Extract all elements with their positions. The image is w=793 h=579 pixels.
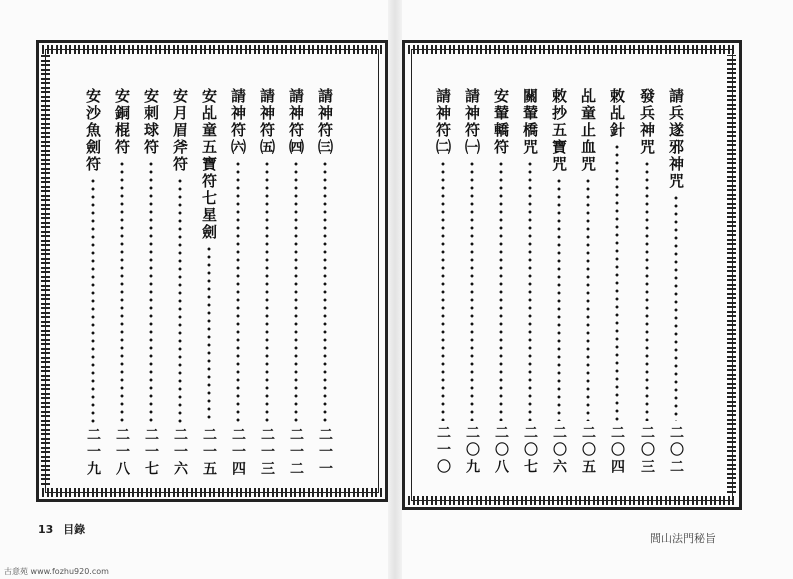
toc-entry-page: 二一九: [85, 427, 101, 478]
toc-entry[interactable]: [637, 88, 657, 476]
toc-entry[interactable]: [549, 88, 569, 476]
toc-entry[interactable]: [491, 88, 511, 476]
toc-entry[interactable]: [578, 88, 598, 476]
toc-entry-page: 二一三: [259, 427, 275, 478]
left-top-meander: [42, 45, 382, 54]
toc-entry-title: 請神符㈢: [316, 88, 334, 156]
toc-leader-dots: [586, 177, 590, 421]
toc-leader-dots: [470, 160, 474, 421]
watermark: 古意苑 www.fozhu920.com: [4, 567, 109, 576]
toc-leader-dots: [441, 160, 445, 421]
toc-entry-title: 乩童止血咒: [579, 88, 597, 173]
toc-entry[interactable]: [433, 88, 453, 476]
toc-entry-title: 安輦轎符: [492, 88, 510, 156]
toc-entry-page: 二一八: [114, 427, 130, 478]
section-label: 目錄: [63, 523, 86, 536]
toc-entry-title: 請神符㈤: [258, 88, 276, 156]
toc-entry-title: 關輦橋咒: [521, 88, 539, 156]
toc-entry-title: 請神符㈠: [463, 88, 481, 156]
toc-entry[interactable]: [315, 88, 335, 478]
toc-entry[interactable]: [607, 88, 627, 476]
toc-entry-title: 請神符㈣: [287, 88, 305, 156]
toc-leader-dots: [528, 160, 532, 421]
toc-entry-page: 二〇二: [668, 425, 684, 476]
right-bottom-meander: [408, 496, 736, 505]
toc-entry-page: 二〇四: [609, 425, 625, 476]
toc-entry[interactable]: [462, 88, 482, 476]
toc-leader-dots: [557, 177, 561, 421]
toc-leader-dots: [178, 177, 182, 423]
toc-entry-title: 安乩童五寶符七星劍: [200, 88, 218, 241]
toc-entry[interactable]: [83, 88, 103, 478]
toc-leader-dots: [323, 160, 327, 423]
toc-leader-dots: [499, 160, 503, 421]
page-number: 13: [38, 523, 54, 536]
toc-entry[interactable]: [112, 88, 132, 478]
toc-leader-dots: [615, 143, 619, 421]
toc-entry-title: 安銅棍符: [113, 88, 131, 156]
toc-entry-page: 二一〇: [435, 425, 451, 476]
toc-leader-dots: [645, 160, 649, 421]
toc-entry-title: 敕抄五寶咒: [550, 88, 568, 173]
right-page-border: [402, 40, 742, 510]
right-side-meander: [727, 55, 736, 493]
toc-entry-page: 二一一: [317, 427, 333, 478]
toc-leader-dots: [120, 160, 124, 423]
left-side-meander: [41, 55, 50, 485]
toc-entry-page: 二一七: [143, 427, 159, 478]
toc-leader-dots: [236, 160, 240, 423]
toc-entry-page: 二〇八: [493, 425, 509, 476]
toc-entry[interactable]: [141, 88, 161, 478]
toc-entry-page: 二〇六: [551, 425, 567, 476]
book-title: 閭山法門秘旨: [650, 532, 716, 545]
toc-leader-dots: [149, 160, 153, 423]
toc-leader-dots: [265, 160, 269, 423]
toc-entry[interactable]: [199, 88, 219, 478]
toc-leader-dots: [294, 160, 298, 423]
toc-entry-title: 敕乩針: [608, 88, 626, 139]
toc-entry-title: 安沙魚劍符: [84, 88, 102, 173]
toc-leader-dots: [91, 177, 95, 423]
toc-entry-page: 二〇五: [580, 425, 596, 476]
toc-entry-title: 安刺球符: [142, 88, 160, 156]
toc-entry[interactable]: [228, 88, 248, 478]
toc-entry-page: 二一四: [230, 427, 246, 478]
toc-entry-page: 二一二: [288, 427, 304, 478]
left-bottom-meander: [42, 488, 382, 497]
toc-entry-page: 二〇三: [639, 425, 655, 476]
toc-leader-dots: [674, 194, 678, 421]
toc-entry-title: 請兵遂邪神咒: [667, 88, 685, 190]
toc-entry[interactable]: [520, 88, 540, 476]
toc-entry-page: 二一六: [172, 427, 188, 478]
toc-entry-page: 二〇九: [464, 425, 480, 476]
right-page-footer: [650, 530, 716, 546]
toc-entry-page: 二〇七: [522, 425, 538, 476]
toc-entry-title: 發兵神咒: [638, 88, 656, 156]
toc-entry[interactable]: [257, 88, 277, 478]
toc-entry-title: 安月眉斧符: [171, 88, 189, 173]
right-top-meander: [408, 45, 736, 54]
toc-entry-page: 二一五: [201, 427, 217, 478]
left-page-footer: [38, 521, 85, 537]
toc-leader-dots: [207, 245, 211, 423]
toc-entry-title: 請神符㈡: [434, 88, 452, 156]
toc-entry[interactable]: [666, 88, 686, 476]
toc-entry[interactable]: [286, 88, 306, 478]
book-gutter: [388, 0, 402, 579]
toc-entry[interactable]: [170, 88, 190, 478]
toc-entry-title: 請神符㈥: [229, 88, 247, 156]
